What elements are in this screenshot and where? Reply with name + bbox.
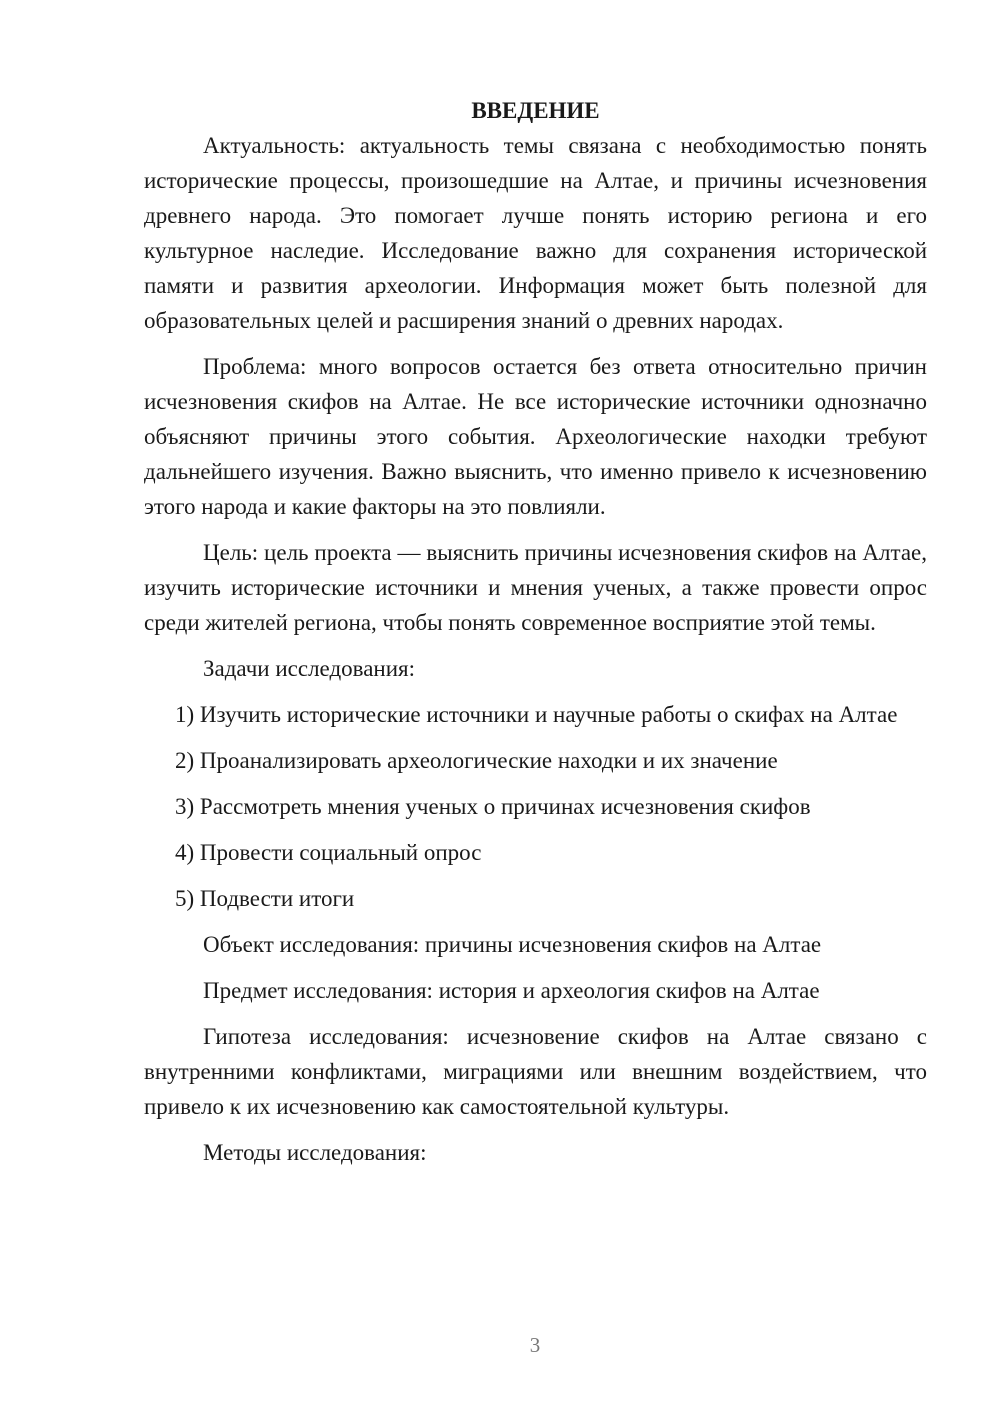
task-item-2: 2) Проанализировать археологические находки и их значение: [175, 748, 778, 773]
methods-heading: Методы исследования:: [203, 1140, 427, 1165]
paragraph-object: Объект исследования: причины исчезновения скифов на Алтае: [203, 932, 822, 957]
page-number: 3: [529, 1333, 541, 1357]
paragraph-problem: Проблема: много вопросов остается без ответа относительно причин исчезновения скифов на Алтае. Не все исторические источники однозначно объясняют причины этого события. Археологические находки требуют дальнейшего изучения. Важно выяснить, что именно привело к исчезновению этого народа и какие факторы на это повлияли.: [144, 354, 927, 519]
task-item-1: 1) Изучить исторические источники и научные работы о скифах на Алтае: [175, 702, 898, 727]
task-item-5: 5) Подвести итоги: [175, 886, 355, 911]
paragraph-goal: Цель: цель проекта — выяснить причины исчезновения скифов на Алтае, изучить исторические источники и мнения ученых, а также провести опрос среди жителей региона, чтобы понять современное восприятие этой темы.: [144, 540, 927, 635]
paragraph-hypothesis: Гипотеза исследования: исчезновение скифов на Алтае связано с внутренними конфликтами, миграциями или внешним воздействием, что привело к их исчезновению как самостоятельной культуры.: [144, 1024, 927, 1119]
document-body: [144, 96, 927, 1170]
section-heading: ВВЕДЕНИЕ: [471, 98, 600, 123]
task-item-3: 3) Рассмотреть мнения ученых о причинах исчезновения скифов: [175, 794, 811, 819]
paragraph-subject: Предмет исследования: история и археология скифов на Алтае: [203, 978, 820, 1003]
task-item-4: 4) Провести социальный опрос: [175, 840, 482, 865]
paragraph-relevance: Актуальность: актуальность темы связана с необходимостью понять исторические процессы, произошедшие на Алтае, и причины исчезновения древнего народа. Это помогает лучше понять историю региона и его культурное наследие. Исследование важно для сохранения исторической памяти и развития археологии. Информация может быть полезной для образовательных целей и расширения знаний о древних народах.: [144, 133, 927, 333]
tasks-heading: Задачи исследования:: [203, 656, 416, 681]
